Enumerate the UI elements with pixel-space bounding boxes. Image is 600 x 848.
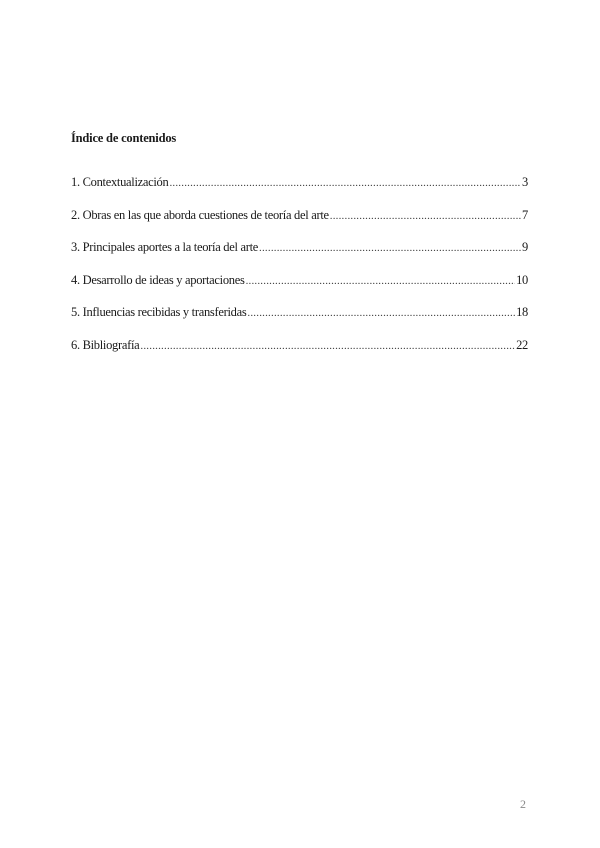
toc-entry-label: 6. Bibliografía: [71, 337, 140, 352]
toc-entry-principales-aportes[interactable]: [71, 239, 528, 272]
toc-entry-page: 7: [522, 207, 528, 222]
toc-entry-obras[interactable]: [71, 207, 528, 240]
toc-entry-contextualizacion[interactable]: [71, 174, 528, 207]
page-number: 2: [520, 797, 526, 811]
toc-entry-label: 1. Contextualización: [71, 175, 169, 189]
toc-entry-label: 5. Influencias recibidas y transferidas: [71, 305, 247, 320]
toc-entry-page: 22: [516, 337, 528, 352]
toc-entry-page: 3: [522, 175, 528, 189]
toc-entry-bibliografia[interactable]: [71, 337, 528, 370]
dot-leader: [140, 338, 515, 354]
toc-entry-label: 3. Principales aportes a la teoría del arte: [71, 240, 259, 255]
dot-leader: [330, 208, 521, 224]
toc-entry-page: 18: [516, 305, 528, 320]
toc-entry-page: 9: [522, 240, 528, 255]
toc-entry-label: 2. Obras en las que aborda cuestiones de teoría del arte: [71, 207, 329, 222]
toc-entry-influencias[interactable]: [71, 304, 528, 337]
dot-leader: [247, 305, 515, 321]
toc-entry-page: 10: [516, 272, 528, 287]
toc-entry-desarrollo[interactable]: [71, 272, 528, 305]
dot-leader: [259, 240, 521, 256]
dot-leader: [246, 273, 516, 289]
table-of-contents: [71, 174, 528, 370]
dot-leader: [169, 175, 521, 191]
toc-title: Índice de contenidos: [71, 131, 177, 145]
toc-entry-label: 4. Desarrollo de ideas y aportaciones: [71, 272, 245, 287]
